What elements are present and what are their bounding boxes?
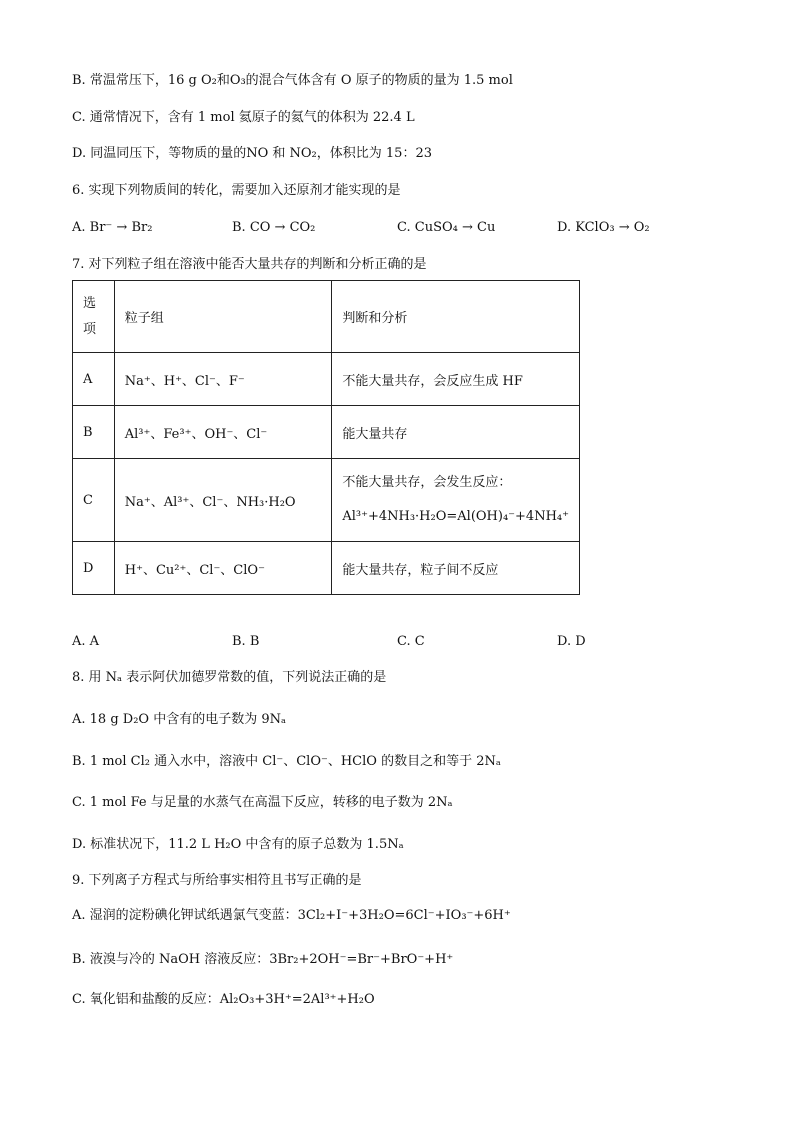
q9-option-a: A. 湿润的淀粉碘化钾试纸遇氯气变蓝：3Cl₂+I⁻+3H₂O=6Cl⁻+IO₃⁻+6H⁺ [72,908,511,923]
q7-table [72,280,580,595]
q7-option-d: D. D [557,634,586,649]
row-analysis: 能大量共存，粒子间不反应 [332,542,580,595]
table-row [73,459,580,542]
line-option-c-q5: C. 通常情况下，含有 1 mol 氦原子的氦气的体积为 22.4 L [72,110,415,125]
row-analysis-line1: 不能大量共存，会发生反应： [342,475,512,490]
row-option: B [73,406,115,459]
question-6-stem: 6. 实现下列物质间的转化，需要加入还原剂才能实现的是 [72,183,401,198]
header-particles: 粒子组 [114,281,332,353]
question-9-stem: 9. 下列离子方程式与所给事实相符且书写正确的是 [72,873,362,888]
q6-option-d: D. KClO₃ → O₂ [557,220,650,235]
q8-option-d: D. 标准状况下，11.2 L H₂O 中含有的原子总数为 1.5Nₐ [72,837,404,852]
header-analysis: 判断和分析 [332,281,580,353]
q9-option-c: C. 氧化铝和盐酸的反应：Al₂O₃+3H⁺=2Al³⁺+H₂O [72,992,375,1007]
row-option: D [73,542,115,595]
line-option-d-q5: D. 同温同压下，等物质的量的NO 和 NO₂，体积比为 15：23 [72,146,432,161]
q7-option-c: C. C [397,634,425,649]
q8-option-c: C. 1 mol Fe 与足量的水蒸气在高温下反应，转移的电子数为 2Nₐ [72,795,453,810]
table-header-row [73,281,580,353]
question-8-stem: 8. 用 Nₐ 表示阿伏加德罗常数的值，下列说法正确的是 [72,670,387,685]
header-option [73,281,115,353]
q8-option-b: B. 1 mol Cl₂ 通入水中，溶液中 Cl⁻、ClO⁻、HClO 的数目之和等于 2Nₐ [72,754,501,769]
question-7-stem: 7. 对下列粒子组在溶液中能否大量共存的判断和分析正确的是 [72,257,427,272]
row-analysis [332,459,580,542]
row-analysis-equation: Al³⁺+4NH₃·H₂O=Al(OH)₄⁻+4NH₄⁺ [342,509,569,524]
row-particles: Na⁺、Al³⁺、Cl⁻、NH₃·H₂O [114,459,332,542]
q6-option-c: C. CuSO₄ → Cu [397,220,496,235]
q6-option-b: B. CO → CO₂ [232,220,316,235]
table-row [73,542,580,595]
q7-option-a: A. A [72,634,100,649]
table-row [73,353,580,406]
row-particles: H⁺、Cu²⁺、Cl⁻、ClO⁻ [114,542,332,595]
q6-option-a: A. Br⁻ → Br₂ [72,220,153,235]
q8-option-a: A. 18 g D₂O 中含有的电子数为 9Nₐ [72,712,286,727]
row-analysis: 不能大量共存，会反应生成 HF [332,353,580,406]
row-option: C [73,459,115,542]
q7-option-b: B. B [232,634,260,649]
table-row [73,406,580,459]
header-option-line1: 选 [83,295,97,311]
row-option: A [73,353,115,406]
header-option-line2: 项 [83,321,97,337]
q9-option-b: B. 液溴与冷的 NaOH 溶液反应：3Br₂+2OH⁻=Br⁻+BrO⁻+H⁺ [72,952,454,967]
line-option-b-q5: B. 常温常压下，16 g O₂和O₃的混合气体含有 O 原子的物质的量为 1.5 mol [72,73,513,88]
row-particles: Na⁺、H⁺、Cl⁻、F⁻ [114,353,332,406]
row-particles: Al³⁺、Fe³⁺、OH⁻、Cl⁻ [114,406,332,459]
row-analysis: 能大量共存 [332,406,580,459]
